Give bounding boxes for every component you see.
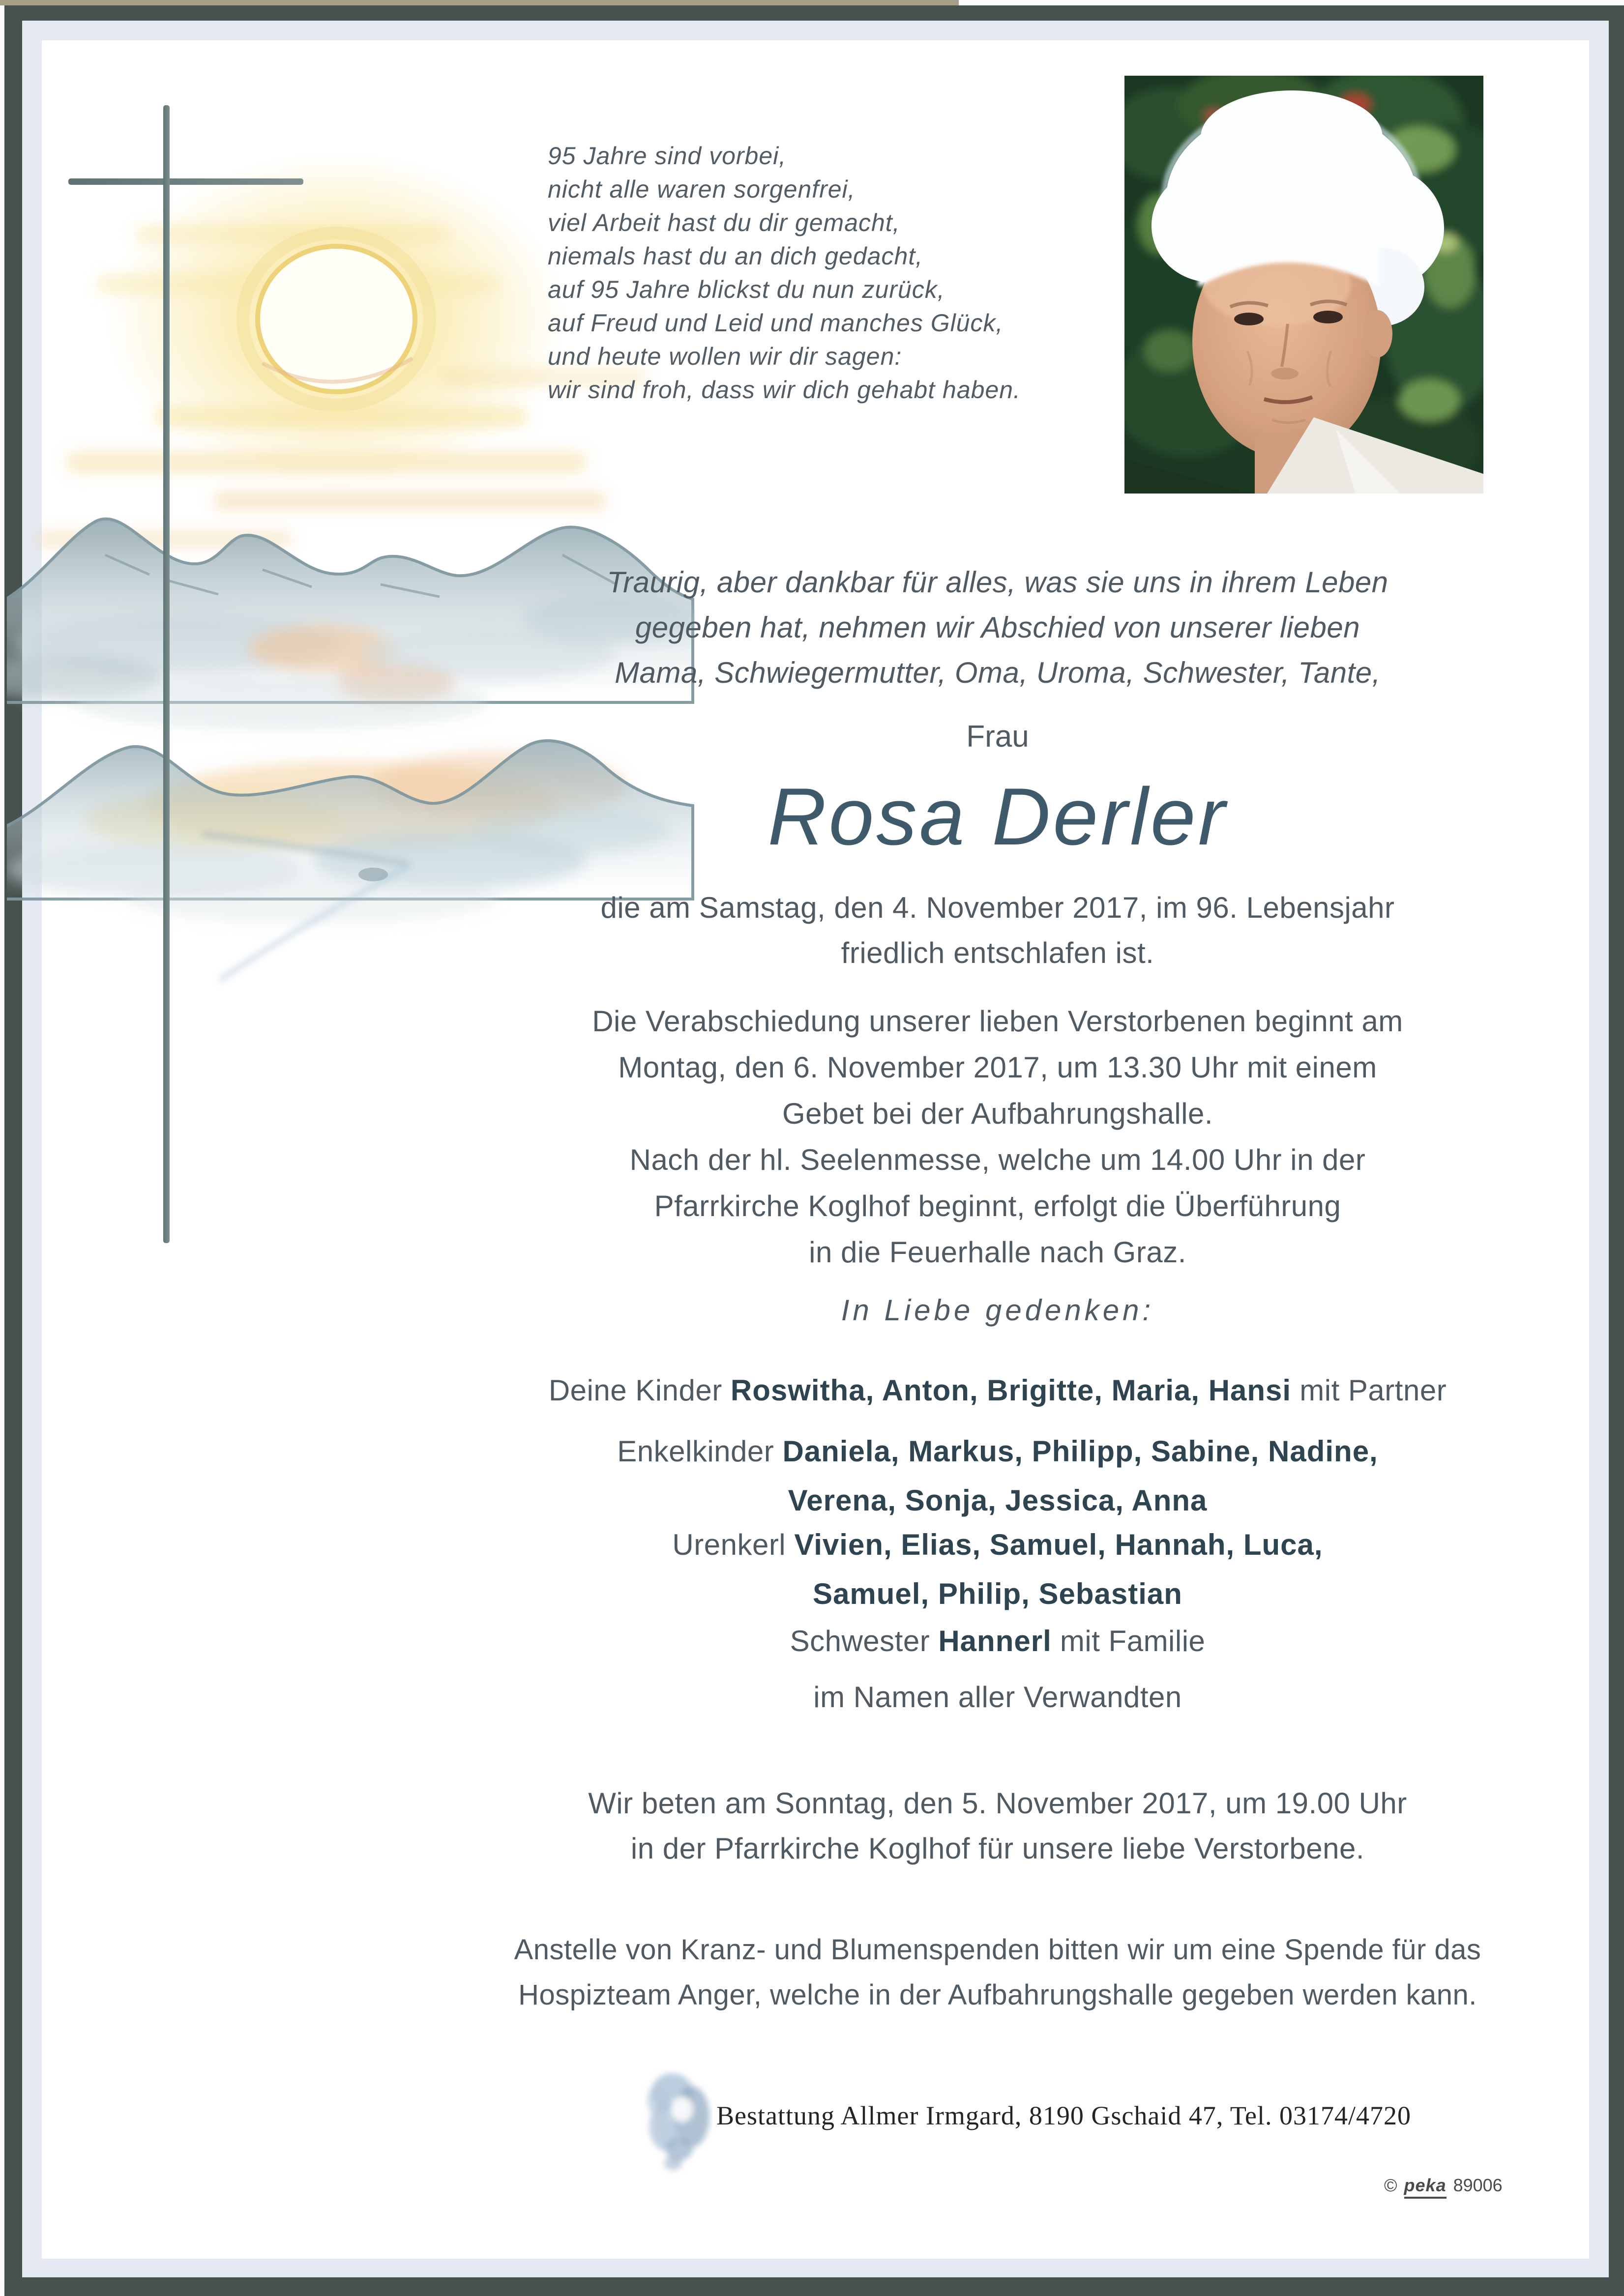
- farewell-line: Montag, den 6. November 2017, um 13.30 Uhr mit einem: [618, 1051, 1377, 1084]
- grandchildren-names: Daniela, Markus, Philipp, Sabine, Nadine,: [782, 1435, 1378, 1468]
- farewell-line: Pfarrkirche Koglhof beginnt, erfolgt die Überführung: [654, 1190, 1341, 1222]
- prayer-info: [469, 1781, 1526, 1871]
- death-statement: [469, 885, 1526, 976]
- intro-line: Traurig, aber dankbar für alles, was sie uns in ihrem Leben: [607, 566, 1388, 599]
- children-prefix: Deine Kinder: [548, 1374, 731, 1407]
- poem-line: wir sind froh, dass wir dich gehabt haben.: [548, 376, 1021, 404]
- farewell-info: [469, 998, 1526, 1276]
- poem: [548, 139, 1236, 407]
- farewell-line: Nach der hl. Seelenmesse, welche um 14.00 Uhr in der: [629, 1143, 1366, 1176]
- intro-text: [469, 560, 1526, 696]
- great-grandchildren-line-1: [469, 1522, 1526, 1568]
- poem-line: niemals hast du an dich gedacht,: [548, 242, 923, 270]
- relatives-line: im Namen aller Verwandten: [813, 1681, 1182, 1714]
- poem-line: 95 Jahre sind vorbei,: [548, 142, 787, 170]
- farewell-line: in die Feuerhalle nach Graz.: [809, 1236, 1186, 1269]
- grandchildren-names-2: Verena, Sonja, Jessica, Anna: [788, 1484, 1208, 1517]
- prayer-line: in der Pfarrkirche Koglhof für unsere liebe Verstorbene.: [630, 1832, 1365, 1865]
- cross-horizontal-bar: [68, 178, 303, 185]
- publisher-number: 89006: [1453, 2175, 1503, 2195]
- sister-line: [469, 1619, 1526, 1664]
- death-line: friedlich entschlafen ist.: [841, 936, 1154, 969]
- publisher-mark: [1384, 2175, 1503, 2199]
- poem-line: auf Freud und Leid und manches Glück,: [548, 309, 1004, 337]
- grandchildren-prefix: Enkelkinder: [617, 1435, 783, 1468]
- funeral-home-line: Bestattung Allmer Irmgard, 8190 Gschaid 47, Tel. 03174/4720: [716, 2101, 1412, 2130]
- children-line: [469, 1368, 1526, 1413]
- copyright-icon: ©: [1384, 2175, 1397, 2195]
- donation-line: Anstelle von Kranz- und Blumenspenden bitten wir um eine Spende für das: [514, 1934, 1481, 1966]
- funeral-home-logo: [644, 2070, 712, 2176]
- farewell-line: Die Verabschiedung unserer lieben Verstorbenen beginnt am: [592, 1005, 1403, 1038]
- donation-note: [469, 1927, 1526, 2018]
- deceased-name: Rosa Derler: [768, 771, 1228, 862]
- grandchildren-line-2: [469, 1478, 1624, 1523]
- card-content: [4, 5, 1556, 2224]
- poem-line: viel Arbeit hast du dir gemacht,: [548, 209, 900, 236]
- salutation: Frau: [966, 720, 1029, 754]
- poem-line: auf 95 Jahre blickst du nun zurück,: [548, 276, 945, 303]
- prayer-line: Wir beten am Sonntag, den 5. November 2017, um 19.00 Uhr: [588, 1787, 1407, 1820]
- children-suffix: mit Partner: [1291, 1374, 1447, 1407]
- intro-line: Mama, Schwiegermutter, Oma, Uroma, Schwester, Tante,: [615, 656, 1381, 689]
- grandchildren-line-1: [469, 1429, 1526, 1474]
- publisher-brand: peka: [1404, 2175, 1447, 2199]
- sister-suffix: mit Familie: [1051, 1625, 1206, 1657]
- poem-line: nicht alle waren sorgenfrei,: [548, 175, 856, 203]
- sister-prefix: Schwester: [790, 1625, 939, 1657]
- great-grandchildren-prefix: Urenkerl: [672, 1528, 795, 1561]
- farewell-line: Gebet bei der Aufbahrungshalle.: [782, 1097, 1213, 1130]
- great-grandchildren-names-2: Samuel, Philip, Sebastian: [813, 1577, 1182, 1610]
- death-line: die am Samstag, den 4. November 2017, im 96. Lebensjahr: [600, 891, 1395, 924]
- scan-edge-strip: [0, 0, 959, 5]
- cross-icon: [163, 105, 170, 1243]
- poem-line: und heute wollen wir dir sagen:: [548, 343, 902, 370]
- children-names: Roswitha, Anton, Brigitte, Maria, Hansi: [730, 1374, 1292, 1407]
- great-grandchildren-names: Vivien, Elias, Samuel, Hannah, Luca,: [794, 1528, 1323, 1561]
- remembrance-heading: In Liebe gedenken:: [841, 1294, 1154, 1327]
- great-grandchildren-line-2: [469, 1571, 1624, 1617]
- intro-line: gegeben hat, nehmen wir Abschied von unserer lieben: [635, 611, 1360, 644]
- sister-name: Hannerl: [938, 1625, 1052, 1657]
- donation-line: Hospizteam Anger, welche in der Aufbahrungshalle gegeben werden kann.: [518, 1979, 1477, 2011]
